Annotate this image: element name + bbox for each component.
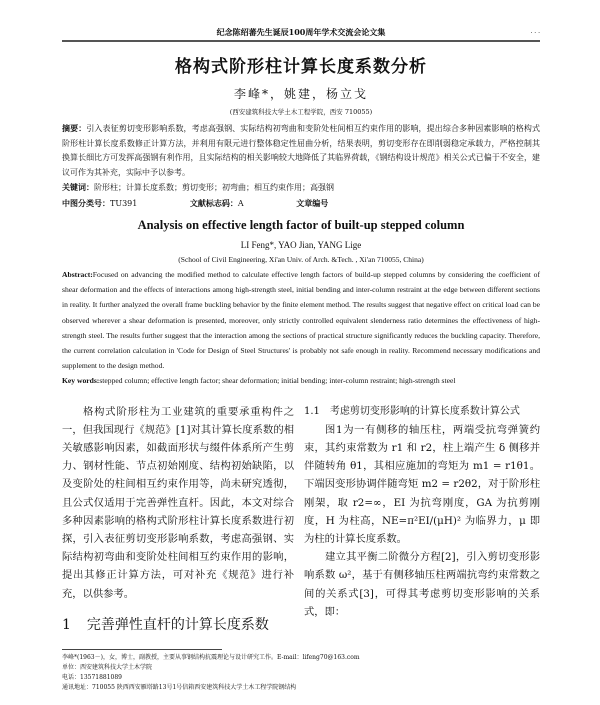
keywords-cn-label: 关键词： (62, 182, 94, 192)
abstract-cn-text: 引入表征剪切变形影响系数，考虑高强钢、实际结构初弯曲和变阶处柱间相互约束作用的影响，提出综合多种因素影响的格构式阶形柱计算长度系数修正计算方法，并利用有限元进行整体稳定性屈曲分析，结果表明，剪切变形存在即削弱稳定承载力，严格控制其换算长细比方可发挥高强钢有利作用，且实际结构的相关影响较大地降低了其临界荷载，《钢结构设计规范》相关公式已偏于不安全，建议可作为其补充，实际中予以参考。 (62, 124, 540, 177)
paper-title-cn: 格构式阶形柱计算长度系数分析 (175, 57, 427, 77)
doc-code-value: A (237, 198, 244, 208)
footnote-phone: 电话：13571881089 (62, 673, 122, 681)
section-heading (62, 615, 294, 635)
body-right-column (304, 403, 540, 635)
doc-code-label: 文献标志码： (189, 197, 238, 208)
abstract-cn (62, 121, 540, 180)
abstract-en-label: Abstract: (62, 270, 93, 279)
header-rule (62, 26, 540, 42)
footnotes (62, 653, 540, 693)
section-number: 1 (62, 616, 71, 633)
running-header: 纪念陈绍蕃先生诞辰100周年学术交流会论文集 (216, 27, 386, 37)
section-title: 完善弹性直杆的计算长度系数 (86, 616, 269, 633)
keywords-en-text: stepped column; effective length factor; shear deformation; initial bending; inter-column restraint; high-strength steel (99, 376, 456, 386)
subsection-heading: 1.1 考虑剪切变形影响的计算长度系数计算公式 (304, 405, 520, 417)
authors-en: LI Feng*, YAO Jian, YANG Lige (240, 240, 362, 250)
body-columns (62, 403, 540, 635)
classification-line (62, 196, 540, 212)
keywords-cn (62, 180, 540, 196)
paper-title-en: Analysis on effective length factor of built-up stepped column (137, 218, 465, 232)
body-paragraph: 建立其平衡二阶微分方程[2]，引入剪切变形影响系数 ω²，基于有侧移轴压柱两端抗弯约束常数之间的关系式[3]，可得其考虑剪切变形影响的关系式，即： (304, 551, 540, 618)
clc-value: TU391 (110, 198, 138, 208)
keywords-en-label: Key words: (62, 376, 100, 386)
footnote-author: 李峰*(1963－)，女，博士，副教授，主要从事钢结构抗震理论与设计研究工作。E-mail：lifeng70@163.com (62, 653, 360, 661)
page-mark: · · · (530, 30, 540, 37)
footnote-unit: 单位：西安建筑科技大学土木学院 (62, 663, 153, 671)
abstract-cn-label: 摘要： (62, 123, 87, 133)
keywords-cn-text: 阶形柱；计算长度系数；剪切变形；初弯曲；相互约束作用；高强钢 (94, 183, 334, 192)
clc-label: 中图分类号： (62, 197, 110, 208)
footnote-rule (62, 649, 222, 650)
affiliation-en: (School of Civil Engineering, Xi'an Univ. of Arch. &Tech. , Xi'an 710055, China) (178, 255, 424, 264)
body-left-column (62, 403, 294, 635)
article-no-label: 文章编号 (296, 197, 329, 208)
footnote-address: 通讯地址：710055 陕西西安雁塔路13号1号信箱西安建筑科技大学土木工程学院钢结构 (62, 683, 297, 691)
body-paragraph: 图1为一有侧移的轴压柱，两端受抗弯弹簧约束，其约束常数为 r1 和 r2，柱上端产生 δ 侧移并伴随转角 θ1，其相应施加的弯矩为 m1 = r1θ1。下端因变形协调伴随弯矩 m2 = r2θ2，对于阶形柱刚架，取 r2=∞，EI 为抗弯刚度，GA 为抗剪刚度，H 为柱高，NE=π²EI/(μH)² 为临界力，μ 即为柱的计算长度系数。 (304, 423, 540, 546)
keywords-en (62, 373, 540, 388)
abstract-en (62, 267, 540, 373)
abstract-en-text: Focused on advancing the modified method to calculate effective length factors of build-up stepped columns by considering the coefficient of shear deformation and the effects of interactions among high-strength steel, initial bending and inter-column restraint at the edge between different sections in reality. It further analyzed the overall frame buckling behavior by the finite element method. The results suggest that negative effect on critical load can be observed wherever a shear deformation is presented, moreover, only strictly controlled equivalent slenderness ratio determines the effectiveness of high-strength steel. The results further suggest that the interaction among the sections of practical structure significantly reduces the buckling capacity. Therefore, the current correlation calculation in 'Code for Design of Steel Structures' is probably not safe enough in reality. Recommend necessary modifications and supplement to the design method. (62, 270, 540, 371)
body-left-text: 格构式阶形柱为工业建筑的重要承重构件之一，但我国现行《规范》[1]对其计算长度系数的相关敏感影响因素，如截面形状与缀件体系所产生剪力、钢材性能、节点初始刚度、结构初始缺陷，以及变阶处的柱间相互约束作用等，尚未研究透彻，且公式仅适用于完善弹性直杆。因此，本文对综合多种因素影响的格构式阶形柱计算长度系数进行初探，引入表征剪切变形影响系数，考虑高强钢、实际结构初弯曲和变阶处柱间相互约束作用的影响，提出其修正计算方法，可对补充《规范》进行补充，以供参考。 (62, 405, 294, 600)
affiliation-cn: (西安建筑科技大学土木工程学院，西安 710055) (229, 108, 373, 116)
authors-cn: 李峰*，姚建，杨立戈 (233, 87, 368, 101)
